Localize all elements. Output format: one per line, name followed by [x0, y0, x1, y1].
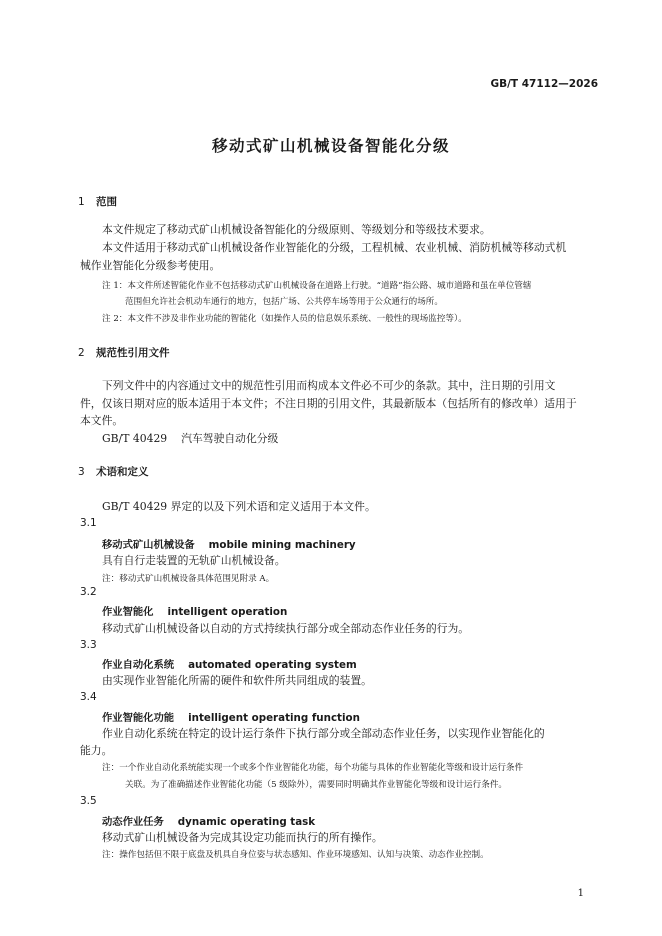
term-3-4-title	[102, 709, 360, 724]
term-3-5-note: 注：操作包括但不限于底盘及机具自身位姿与状态感知、作业环境感知、认知与决策、动态作业控制。	[102, 850, 489, 860]
scope-note-1-line-2: 范围但允许社会机动车通行的地方，包括广场、公共停车场等用于公众通行的场所。	[125, 297, 443, 307]
term-3-3-en: automated operating system	[188, 659, 357, 671]
term-3-3-definition: 由实现作业智能化所需的硬件和软件所共同组成的装置。	[102, 674, 372, 687]
term-3-2-definition: 移动式矿山机械设备以自动的方式持续执行部分或全部动态作业任务的行为。	[102, 622, 470, 635]
term-3-2-zh: 作业智能化	[102, 606, 154, 618]
terms-intro: GB/T 40429 界定的以及下列术语和定义适用于本文件。	[102, 500, 376, 513]
section-3-title: 术语和定义	[96, 466, 149, 478]
term-3-4-note-line-1: 注：一个作业自动化系统能实现一个或多个作业智能化功能，每个功能与具体的作业智能化等级和设计运行条件	[102, 763, 524, 773]
reference-title: 汽车驾驶自动化分级	[181, 432, 279, 445]
term-3-5-en: dynamic operating task	[177, 816, 316, 828]
section-2-number: 2	[78, 347, 85, 359]
scope-note-1-line-1: 注 1：本文件所述智能化作业不包括移动式矿山机械设备在道路上行驶。“道路”指公路、城市道路和虽在单位管辖	[102, 281, 532, 291]
standard-number: GB/T 47112—2026	[490, 78, 598, 90]
term-3-1-zh: 移动式矿山机械设备	[102, 539, 195, 551]
term-3-4-zh: 作业智能化功能	[102, 712, 175, 724]
term-3-4-note-line-2: 关联。为了准确描述作业智能化功能（5 级除外），需要同时明确其作业智能化等级和设计运行条件。	[125, 780, 508, 790]
term-3-4-definition-line-2: 能力。	[80, 744, 113, 757]
normative-paragraph-line-2: 件，仅该日期对应的版本适用于本文件；不注日期的引用文件，其最新版本（包括所有的修改单）适用于	[80, 397, 577, 410]
section-2-title: 规范性引用文件	[96, 347, 170, 359]
term-3-4-definition-line-1: 作业自动化系统在特定的设计运行条件下执行部分或全部动态作业任务，以实现作业智能化的	[102, 727, 545, 740]
term-3-2-en: intelligent operation	[167, 606, 288, 618]
normative-paragraph-line-1: 下列文件中的内容通过文中的规范性引用而构成本文件必不可少的条款。其中，注日期的引用文	[102, 379, 556, 392]
term-3-1-en: mobile mining machinery	[208, 539, 356, 551]
term-3-4-en: intelligent operating function	[188, 712, 360, 724]
section-2-heading	[78, 345, 170, 360]
term-3-5-title	[102, 813, 315, 828]
term-3-3-zh: 作业自动化系统	[102, 659, 175, 671]
term-3-5-definition: 移动式矿山机械设备为完成其设定功能而执行的所有操作。	[102, 831, 383, 844]
section-3-heading	[78, 464, 149, 479]
scope-paragraph-2-line-2: 械作业智能化分级参考使用。	[80, 259, 221, 272]
term-3-3-number: 3.3	[80, 639, 97, 651]
reference-code: GB/T 40429	[102, 432, 168, 445]
term-3-2-number: 3.2	[80, 586, 97, 598]
section-1-title: 范围	[96, 196, 117, 208]
term-3-3-title	[102, 656, 357, 671]
term-3-4-number: 3.4	[80, 691, 97, 703]
section-1-number: 1	[78, 196, 85, 208]
section-3-number: 3	[78, 466, 85, 478]
term-3-2-title	[102, 603, 287, 618]
scope-paragraph-1: 本文件规定了移动式矿山机械设备智能化的分级原则、等级划分和等级技术要求。	[102, 223, 491, 236]
term-3-1-number: 3.1	[80, 517, 97, 529]
term-3-5-number: 3.5	[80, 795, 97, 807]
scope-paragraph-2-line-1: 本文件适用于移动式矿山机械设备作业智能化的分级，工程机械、农业机械、消防机械等移动式机	[102, 241, 567, 254]
page-number: 1	[577, 888, 584, 899]
term-3-1-definition: 具有自行走装置的无轨矿山机械设备。	[102, 554, 286, 567]
document-title: 移动式矿山机械设备智能化分级	[211, 137, 450, 155]
section-1-heading	[78, 194, 117, 209]
term-3-1-title	[102, 536, 356, 551]
term-3-1-note: 注：移动式矿山机械设备具体范围见附录 A。	[102, 574, 275, 584]
scope-note-2: 注 2：本文件不涉及非作业功能的智能化（如操作人员的信息娱乐系统、一般性的现场监控等）。	[102, 314, 467, 324]
normative-reference	[102, 431, 278, 446]
term-3-5-zh: 动态作业任务	[102, 816, 164, 828]
normative-paragraph-line-3: 本文件。	[80, 414, 124, 427]
